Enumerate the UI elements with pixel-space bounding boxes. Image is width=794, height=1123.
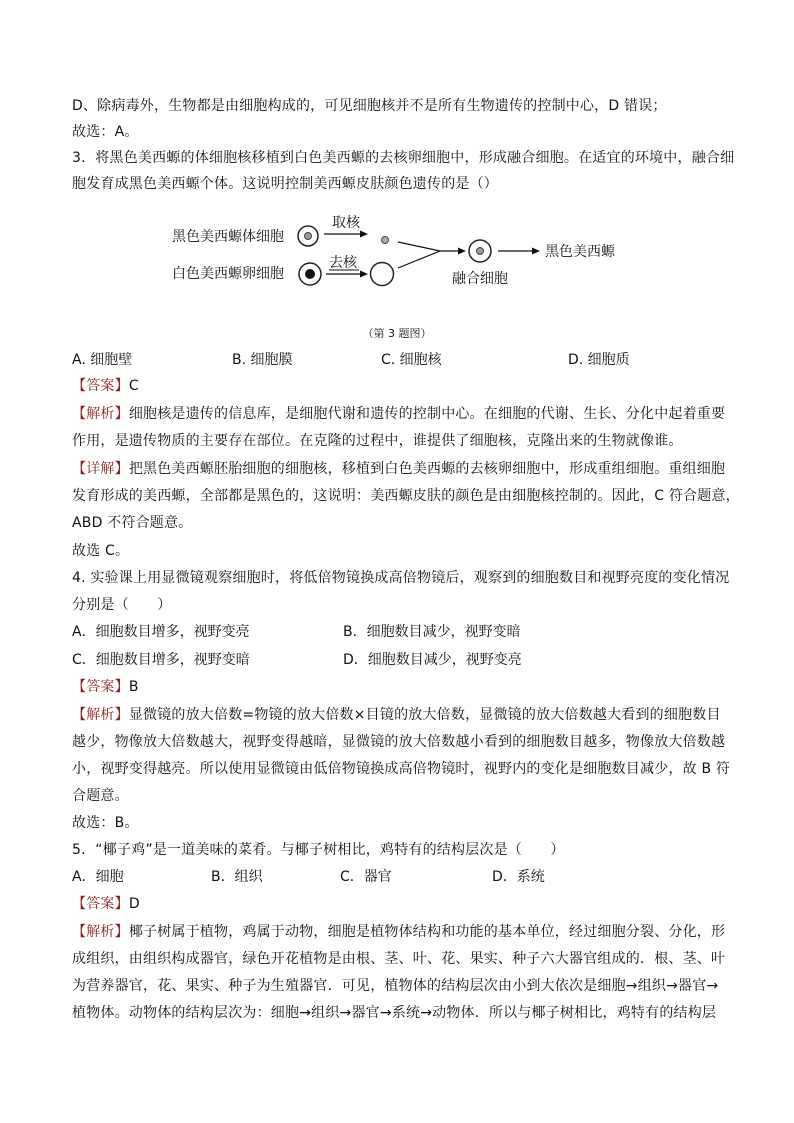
q3-option-c: C. 细胞核: [381, 352, 442, 368]
label-take-nucleus: 取核: [332, 215, 360, 231]
q5-option-c: C．器官: [340, 869, 392, 885]
q5-option-d: D．系统: [492, 869, 545, 885]
q3-option-b: B. 细胞膜: [232, 352, 293, 368]
q5-option-b: B．组织: [211, 869, 263, 885]
q3-option-d: D. 细胞质: [568, 352, 630, 368]
q3-analysis-line-2: 作用，是遗传物质的主要存在部位。在克隆的过程中，谁提供了细胞核，克隆出来的生物就像谁。: [72, 433, 683, 449]
q4-option-a: A．细胞数目增多，视野变亮: [72, 624, 250, 640]
q3-choice: 故选 C。: [72, 543, 130, 559]
q5-analysis-line-1: 【解析】椰子树属于植物，鸡属于动物，细胞是植物体结构和功能的基本单位，经过细胞分裂、分化，形: [72, 924, 726, 940]
q5-answer: 【答案】D: [72, 896, 140, 912]
extracted-nucleus: [382, 237, 389, 244]
q2-option-d-explanation: D、除病毒外，生物都是由细胞构成的，可见细胞核并不是所有生物遗传的控制中心，D 错误；: [72, 98, 667, 114]
q3-diagram: [0, 205, 794, 305]
q3-figure-caption: （第 3 题图）: [362, 327, 432, 340]
q3-detail-line-3: ABD 不符合题意。: [72, 515, 193, 531]
q5-analysis-line-4: 植物体。动物体的结构层次为：细胞→组织→器官→系统→动物体．所以与椰子树相比，鸡特有的结构层: [72, 1005, 717, 1021]
black-body-cell-nucleus: [305, 233, 312, 240]
label-fused: 融合细胞: [452, 271, 508, 287]
q4-analysis-line-4: 合题意。: [72, 788, 129, 804]
q3-analysis-line-1: 【解析】细胞核是遗传的信息库，是细胞代谢和遗传的控制中心。在细胞的代谢、生长、分化中起着重要: [72, 406, 726, 422]
q4-option-c: C．细胞数目增多，视野变暗: [72, 652, 250, 668]
label-white-egg: 白色美西螈卵细胞: [172, 266, 284, 282]
q3-stem-line-1: 3．将黑色美西螈的体细胞核移植到白色美西螈的去核卵细胞中，形成融合细胞。在适宜的环境中，融合细: [72, 150, 735, 166]
q4-choice: 故选：B。: [72, 815, 139, 831]
label-black-cell: 黑色美西螈体细胞: [172, 229, 284, 245]
q3-answer: 【答案】C: [72, 378, 139, 394]
fused-cell-nucleus: [477, 248, 484, 255]
q4-analysis-line-1: 【解析】显微镜的放大倍数=物镜的放大倍数×目镜的放大倍数，显微镜的放大倍数越大看到的细胞数目: [72, 707, 721, 723]
white-egg-cell-nucleus: [305, 269, 315, 279]
q4-option-d: D．细胞数目减少，视野变亮: [343, 652, 522, 668]
q4-answer: 【答案】B: [72, 679, 139, 695]
enucleated-egg: [371, 263, 394, 286]
q2-choice: 故选：A。: [72, 124, 139, 140]
label-remove-nucleus: 去核: [329, 255, 357, 271]
q4-stem-line-2: 分别是（ ）: [72, 597, 172, 613]
q5-analysis-line-3: 为营养器官，花、果实、种子为生殖器官．可见，植物体的结构层次由小到大依次是细胞→组织→器官→: [72, 978, 719, 994]
q3-detail-line-1: 【详解】把黑色美西螈胚胎细胞的细胞核，移植到白色美西螈的去核卵细胞中，形成重组细胞。重组细胞: [72, 461, 726, 477]
q3-option-a: A. 细胞壁: [72, 352, 133, 368]
q3-detail-line-2: 发育形成的美西螈，全部都是黑色的，这说明：美西螈皮肤的颜色是由细胞核控制的。因此，C 符合题意，: [72, 488, 740, 504]
q3-stem-line-2: 胞发育成黑色美西螈个体。这说明控制美西螈皮肤颜色遗传的是（）: [72, 176, 498, 192]
q4-analysis-line-3: 小，视野变得越亮。所以使用显微镜由低倍物镜换成高倍物镜时，视野内的变化是细胞数目减少，故 B 符: [72, 761, 731, 777]
q4-analysis-line-2: 越少，物像放大倍数越大，视野变得越暗，显微镜的放大倍数越小看到的细胞数目越多，物像放大倍数越: [72, 734, 726, 750]
label-result: 黑色美西螈: [545, 244, 615, 260]
q4-stem-line-1: 4. 实验课上用显微镜观察细胞时，将低倍物镜换成高倍物镜后，观察到的细胞数目和视野亮度的变化情况: [72, 570, 730, 586]
q4-option-b: B．细胞数目减少，视野变暗: [343, 624, 521, 640]
q5-stem: 5．“椰子鸡”是一道美味的菜肴。与椰子树相比，鸡特有的结构层次是（ ）: [72, 842, 565, 858]
q5-option-a: A．细胞: [72, 869, 124, 885]
q5-analysis-line-2: 成组织，由组织构成器官，绿色开花植物是由根、茎、叶、花、果实、种子六大器官组成的．根、茎、叶: [72, 951, 726, 967]
